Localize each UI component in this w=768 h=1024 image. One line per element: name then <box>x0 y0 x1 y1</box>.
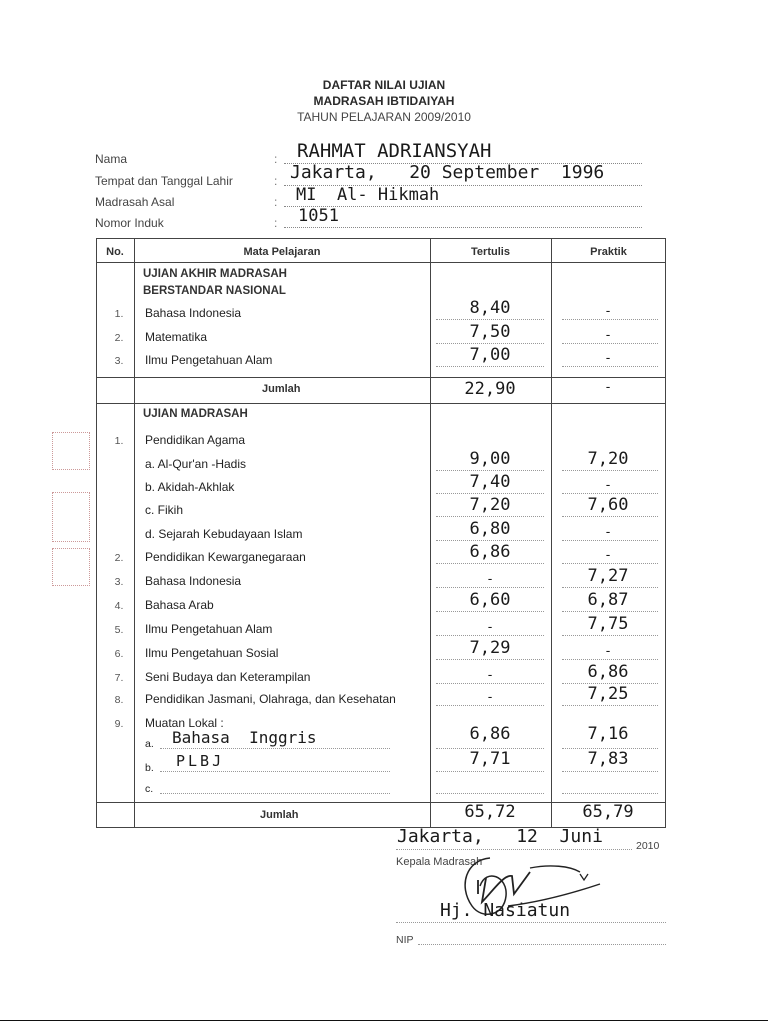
tertulis-score: - <box>486 620 494 635</box>
row-number: 9. <box>114 718 124 730</box>
jumlah1-label: Jumlah <box>262 383 301 395</box>
stamp-mark <box>52 492 90 542</box>
dotted-line <box>562 540 658 541</box>
subject-name: Muatan Lokal : <box>145 716 224 730</box>
tertulis-score: 7,50 <box>469 322 511 342</box>
colon: : <box>274 216 278 230</box>
jumlah2-tertulis: 65,72 <box>464 802 516 822</box>
section2-title: UJIAN MADRASAH <box>143 408 248 420</box>
tertulis-score: 6,60 <box>469 590 511 610</box>
colon: : <box>274 174 278 188</box>
dotted-line <box>562 470 658 471</box>
dotted-line <box>436 563 544 564</box>
subject-name: c. Fikih <box>145 503 184 517</box>
dotted-line <box>436 343 544 344</box>
subject-name: Ilmu Pengetahuan Alam <box>145 353 273 367</box>
dotted-line <box>562 343 658 344</box>
jumlah1-tertulis: 22,90 <box>464 379 516 399</box>
dotted-line <box>396 922 666 923</box>
dotted-line <box>562 587 658 588</box>
tertulis-score: 9,00 <box>469 449 511 469</box>
praktik-score: 7,60 <box>587 495 629 515</box>
row-number: 1. <box>114 308 124 320</box>
dotted-line <box>562 793 658 794</box>
row-number: 7. <box>114 672 124 684</box>
induk-value: 1051 <box>298 206 339 226</box>
dotted-line <box>562 635 658 636</box>
asal-label: Madrasah Asal <box>95 195 175 209</box>
induk-label: Nomor Induk <box>95 216 164 230</box>
stamp-mark <box>52 548 90 586</box>
praktik-score: 7,75 <box>587 614 629 634</box>
muatan-b-praktik: 7,83 <box>587 749 629 769</box>
tertulis-score: - <box>486 668 494 683</box>
dotted-line <box>562 611 658 612</box>
row-number: 1. <box>114 435 124 447</box>
subject-name: Bahasa Indonesia <box>145 306 242 320</box>
row-number: 6. <box>114 648 124 660</box>
praktik-score: - <box>604 644 612 659</box>
dotted-line <box>160 793 390 794</box>
dotted-line <box>436 493 544 494</box>
subject-name: Seni Budaya dan Keterampilan <box>145 670 311 684</box>
col-header-subject: Mata Pelajaran <box>243 246 321 258</box>
tertulis-score: 7,40 <box>469 472 511 492</box>
subject-name: b. Akidah-Akhlak <box>145 480 235 494</box>
praktik-score: 6,87 <box>587 590 629 610</box>
doc-subtitle: MADRASAH IBTIDAIYAH <box>313 94 455 108</box>
dotted-line <box>436 771 544 772</box>
dotted-line <box>562 563 658 564</box>
col-divider <box>430 238 431 828</box>
muatan-a-tertulis: 6,86 <box>469 724 511 744</box>
dotted-line <box>284 227 642 228</box>
subject-name: Pendidikan Kewarganegaraan <box>145 550 306 564</box>
dotted-line <box>562 493 658 494</box>
subject-name: Pendidikan Agama <box>145 433 246 447</box>
dotted-line <box>562 319 658 320</box>
dotted-line <box>436 683 544 684</box>
muatan-b-tertulis: 7,71 <box>469 749 511 769</box>
dotted-line <box>436 319 544 320</box>
nip-label: NIP <box>396 934 414 946</box>
dotted-line <box>562 366 658 367</box>
dotted-line <box>436 470 544 471</box>
jumlah1-praktik: - <box>604 380 612 395</box>
dotted-line <box>436 366 544 367</box>
dotted-line <box>436 793 544 794</box>
row-number: 3. <box>114 355 124 367</box>
muatan-c-prefix: c. <box>145 783 154 795</box>
tertulis-score: 6,80 <box>469 519 511 539</box>
row-number: 8. <box>114 694 124 706</box>
jumlah2-praktik: 65,79 <box>582 802 634 822</box>
subject-name: Ilmu Pengetahuan Alam <box>145 622 273 636</box>
subject-name: d. Sejarah Kebudayaan Islam <box>145 527 303 541</box>
row-number: 4. <box>114 600 124 612</box>
subject-name: Pendidikan Jasmani, Olahraga, dan Kesehatan <box>145 692 396 706</box>
dotted-line <box>562 705 658 706</box>
praktik-score: 7,27 <box>587 566 629 586</box>
dotted-line <box>436 635 544 636</box>
col-divider <box>551 238 552 828</box>
praktik-score: - <box>604 304 612 319</box>
row-number: 2. <box>114 552 124 564</box>
section1-title: BERSTANDAR NASIONAL <box>143 285 286 297</box>
dotted-line <box>160 771 390 772</box>
dotted-line <box>562 516 658 517</box>
col-header-praktik: Praktik <box>590 246 627 258</box>
tertulis-score: 6,86 <box>469 542 511 562</box>
muatan-b-value: PLBJ <box>176 752 225 770</box>
subject-name: Bahasa Indonesia <box>145 574 242 588</box>
tertulis-score: - <box>486 572 494 587</box>
page-edge <box>0 1020 768 1021</box>
row-divider <box>96 377 666 378</box>
praktik-score: - <box>604 525 612 540</box>
praktik-score: - <box>604 328 612 343</box>
section1-title: UJIAN AKHIR MADRASAH <box>143 268 287 280</box>
ttl-value: Jakarta, 20 September 1996 <box>290 162 605 183</box>
muatan-a-value: Bahasa Inggris <box>172 728 317 747</box>
signer-name: Hj. Nasiatun <box>440 900 571 921</box>
nama-value: RAHMAT ADRIANSYAH <box>297 140 492 162</box>
dotted-line <box>436 705 544 706</box>
colon: : <box>274 195 278 209</box>
year: 2010 <box>636 840 660 852</box>
dotted-line <box>436 587 544 588</box>
row-number: 3. <box>114 576 124 588</box>
praktik-score: - <box>604 351 612 366</box>
subject-name: Bahasa Arab <box>145 598 214 612</box>
tertulis-score: 7,29 <box>469 638 511 658</box>
praktik-score: 7,25 <box>587 684 629 704</box>
jumlah2-label: Jumlah <box>260 809 299 821</box>
praktik-score: - <box>604 548 612 563</box>
subject-name: Matematika <box>145 330 208 344</box>
stamp-mark <box>52 432 90 470</box>
ttl-label: Tempat dan Tanggal Lahir <box>95 174 233 188</box>
doc-year: TAHUN PELAJARAN 2009/2010 <box>297 110 471 124</box>
asal-value: MI Al- Hikmah <box>296 185 440 205</box>
col-header-tertulis: Tertulis <box>471 246 510 258</box>
col-divider <box>134 238 135 828</box>
row-divider <box>96 403 666 404</box>
row-divider <box>96 262 666 263</box>
praktik-score: 7,20 <box>587 449 629 469</box>
row-number: 5. <box>114 624 124 636</box>
colon: : <box>274 152 278 166</box>
doc-title: DAFTAR NILAI UJIAN <box>322 78 446 92</box>
row-number: 2. <box>114 332 124 344</box>
tertulis-score: 7,00 <box>469 345 511 365</box>
subject-name: a. Al-Qur'an -Hadis <box>145 457 246 471</box>
tertulis-score: - <box>486 690 494 705</box>
dotted-line <box>160 748 390 749</box>
praktik-score: 6,86 <box>587 662 629 682</box>
muatan-a-prefix: a. <box>145 738 154 750</box>
muatan-a-praktik: 7,16 <box>587 724 629 744</box>
dotted-line <box>436 540 544 541</box>
praktik-score: - <box>604 478 612 493</box>
place-date: Jakarta, 12 Juni <box>397 826 603 847</box>
dotted-line <box>562 771 658 772</box>
dotted-line <box>436 611 544 612</box>
dotted-line <box>436 516 544 517</box>
dotted-line <box>562 659 658 660</box>
nama-label: Nama <box>95 152 128 166</box>
dotted-line <box>436 659 544 660</box>
tertulis-score: 7,20 <box>469 495 511 515</box>
muatan-b-prefix: b. <box>145 762 154 774</box>
subject-name: Ilmu Pengetahuan Sosial <box>145 646 279 660</box>
col-header-no: No. <box>106 246 124 258</box>
tertulis-score: 8,40 <box>469 298 511 318</box>
signer-role: Kepala Madrasah <box>396 856 483 868</box>
dotted-line <box>418 944 666 945</box>
